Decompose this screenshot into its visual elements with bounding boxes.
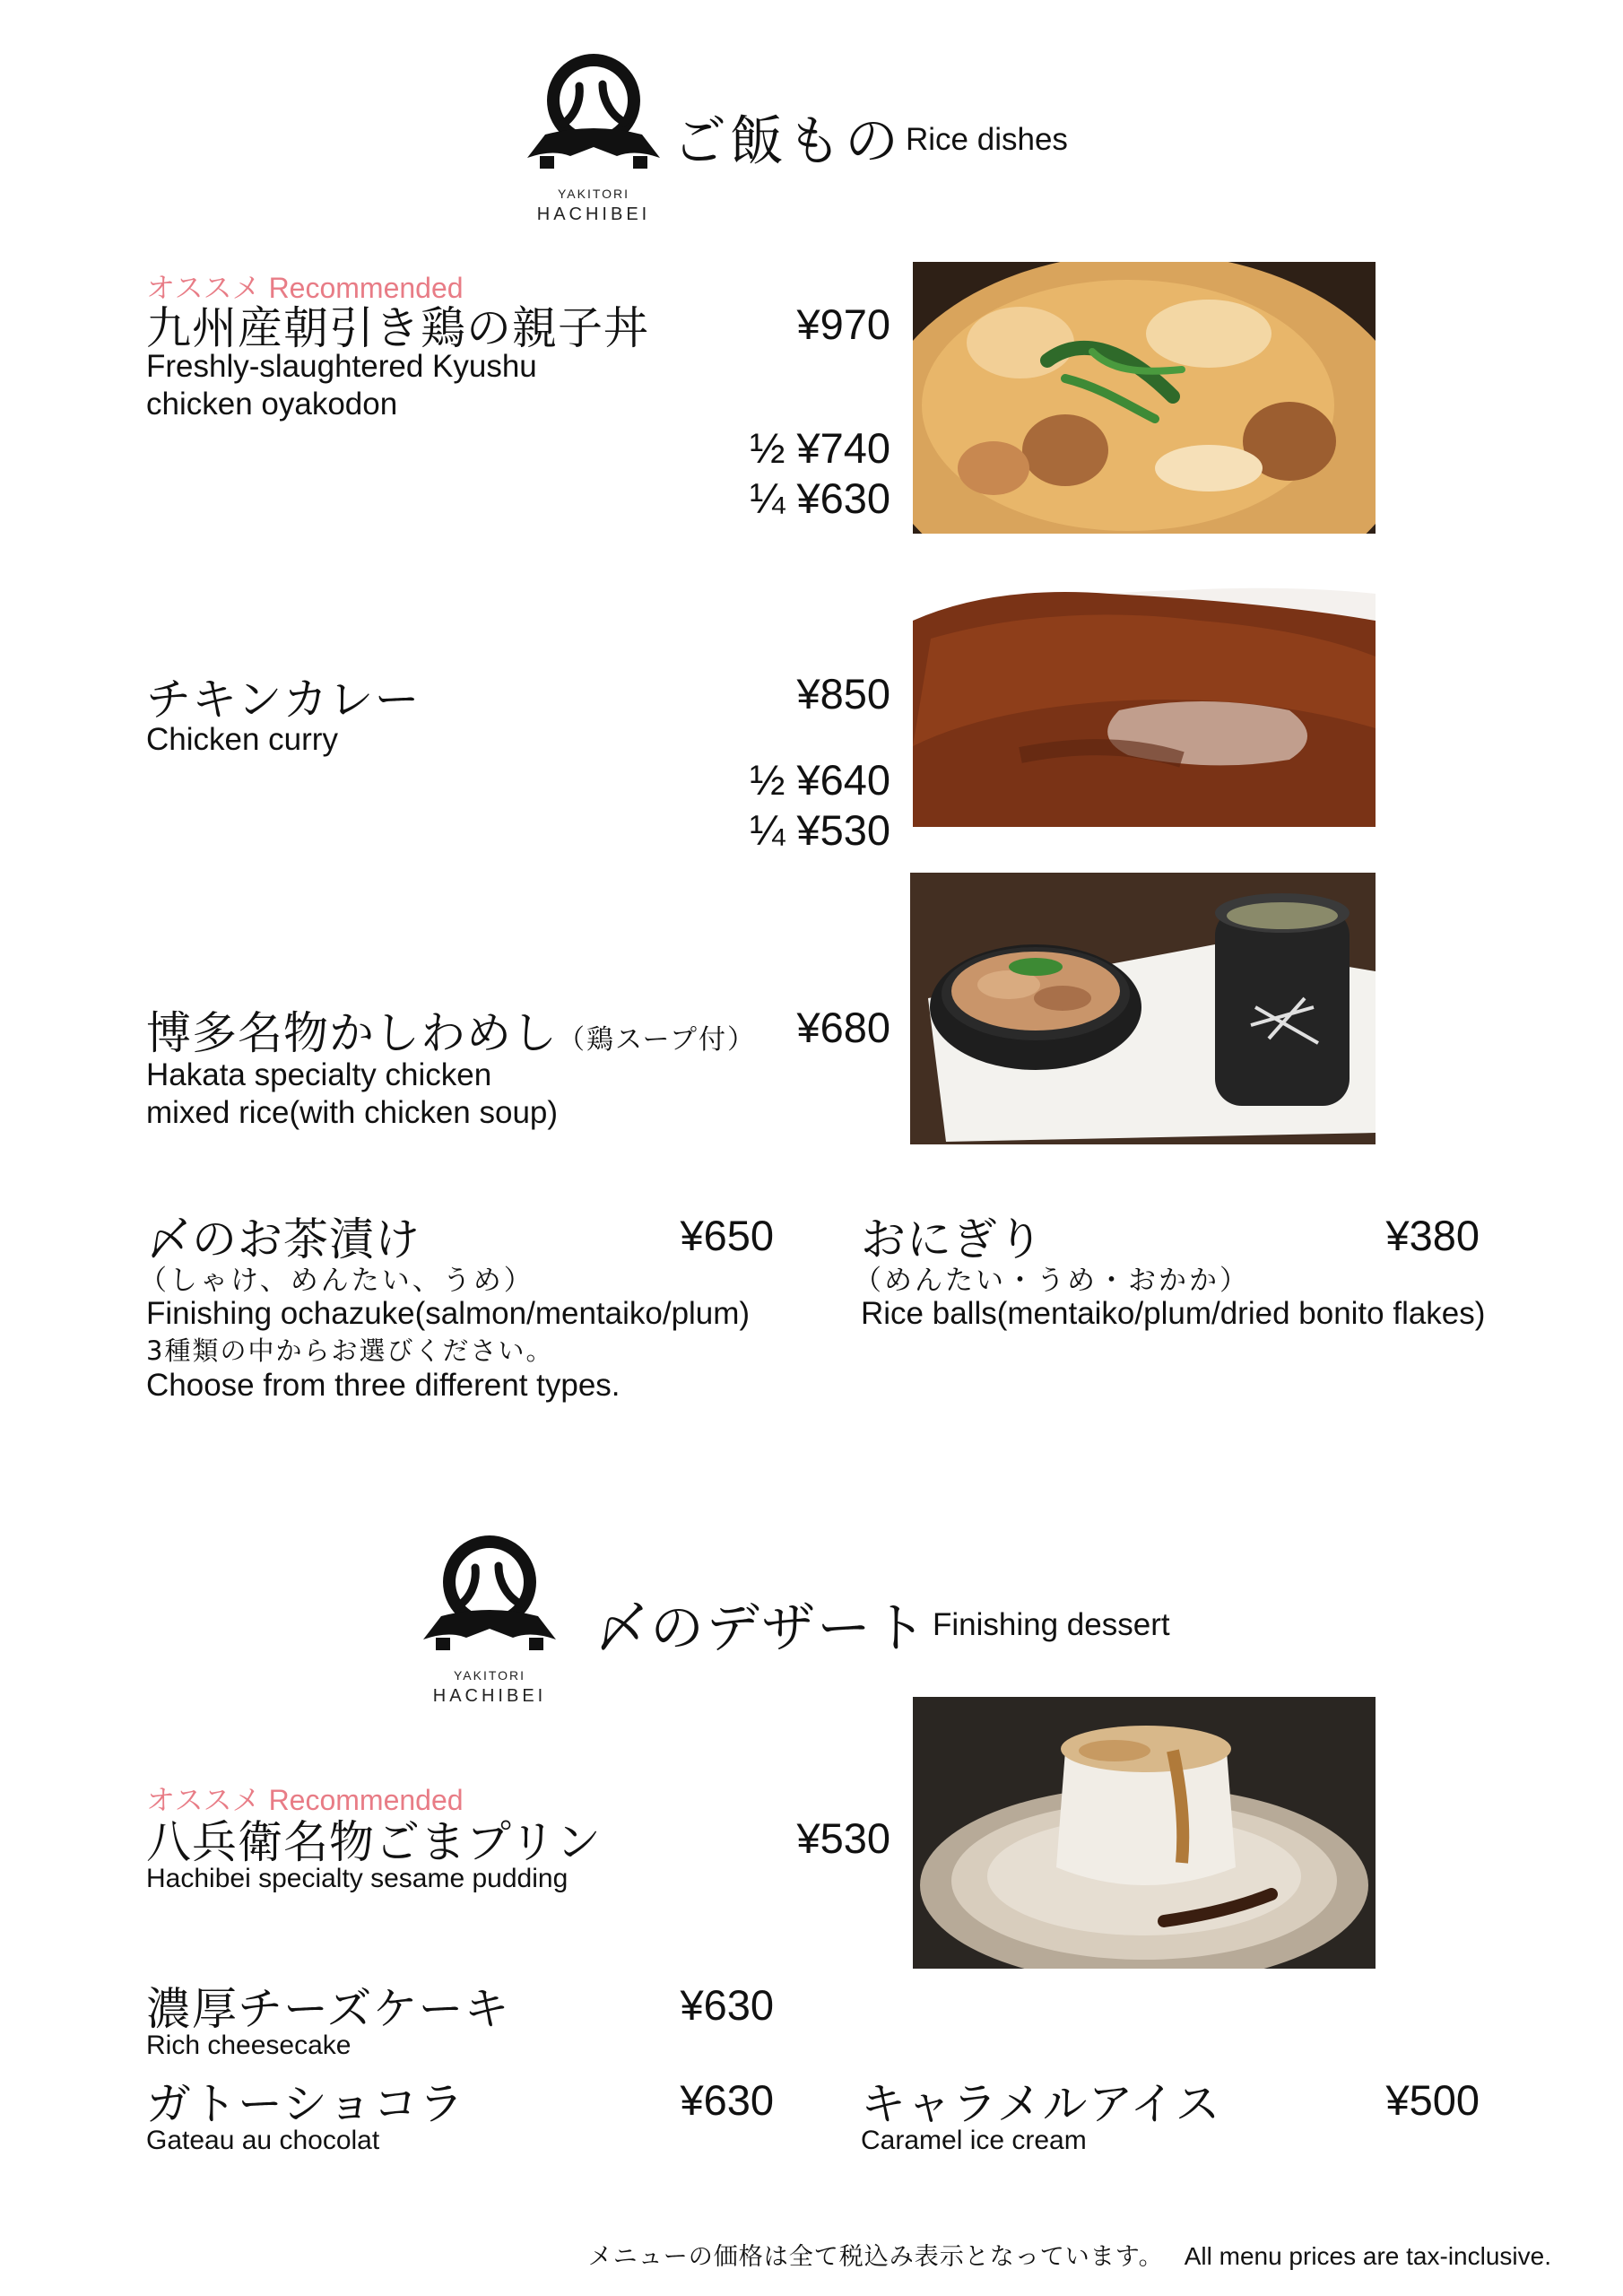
item-desc-line1: Chicken curry bbox=[146, 722, 338, 757]
item-desc-line1: Rice balls(mentaiko/plum/dried bonito flakes) bbox=[861, 1296, 1486, 1331]
item-price: ¥650 bbox=[680, 1212, 774, 1259]
item-desc: Rich cheesecake bbox=[146, 2031, 352, 2060]
recommended-label: オススメ Recommended bbox=[146, 272, 464, 304]
item-price: ¥530 bbox=[796, 1814, 890, 1862]
item-name-jp: キャラメルアイス bbox=[861, 2078, 1221, 2130]
item-desc-line2: 3種類の中からお選びください。 bbox=[146, 1335, 554, 1366]
item-desc-line1: Hakata specialty chicken bbox=[146, 1057, 492, 1092]
item-price: ¥630 bbox=[680, 1981, 774, 2029]
tax-note bbox=[588, 2237, 1551, 2272]
item-price-quarter: ¼ ¥630 bbox=[750, 474, 890, 522]
item-note-jp: （めんたい・うめ・おかか） bbox=[854, 1265, 1250, 1297]
item-price: ¥630 bbox=[680, 2076, 774, 2124]
dessert-section-title: 〆のデザート bbox=[595, 1597, 928, 1660]
item-price: ¥680 bbox=[796, 1004, 890, 1051]
item-name-row bbox=[146, 997, 756, 1062]
chicken-curry-photo bbox=[913, 567, 1376, 839]
menu-item-chicken-curry bbox=[146, 664, 890, 861]
item-price-half: ½ ¥740 bbox=[750, 424, 890, 472]
menu-item-caramel-ice bbox=[861, 2068, 1480, 2158]
hachibei-logo bbox=[527, 50, 660, 224]
kashiwameshi-photo bbox=[910, 873, 1376, 1144]
item-desc-line1: Finishing ochazuke(salmon/mentaiko/plum) bbox=[146, 1296, 751, 1331]
item-price: ¥500 bbox=[1385, 2076, 1480, 2124]
menu-item-sesame-pudding bbox=[146, 1778, 890, 1894]
recommended-label: オススメ Recommended bbox=[146, 1784, 464, 1816]
logo-emblem-icon bbox=[423, 1532, 556, 1657]
item-desc: Hachibei specialty sesame pudding bbox=[146, 1864, 568, 1893]
item-name-jp: 八兵衛名物ごまプリン bbox=[146, 1816, 602, 1868]
hachibei-logo-dessert bbox=[423, 1532, 556, 1706]
item-name-jp: 濃厚チーズケーキ bbox=[146, 1983, 510, 2035]
logo-name-text: HACHIBEI bbox=[536, 204, 651, 224]
item-name-jp: ガトーショコラ bbox=[146, 2078, 464, 2130]
item-desc-line3: Choose from three different types. bbox=[146, 1368, 621, 1403]
item-price-half: ½ ¥640 bbox=[750, 756, 890, 804]
tax-note-en: All menu prices are tax-inclusive. bbox=[1184, 2242, 1551, 2270]
menu-item-kashiwameshi bbox=[146, 997, 890, 1132]
item-desc: Caramel ice cream bbox=[861, 2126, 1087, 2155]
item-desc: Gateau au chocolat bbox=[146, 2126, 380, 2155]
item-note-jp: （しゃけ、めんたい、うめ） bbox=[139, 1265, 534, 1297]
item-name-jp: 九州産朝引き鶏の親子丼 bbox=[146, 302, 649, 354]
rice-section-title-en: Rice dishes bbox=[906, 122, 1068, 157]
menu-item-oyakodon bbox=[146, 265, 890, 535]
menu-item-ochazuke bbox=[139, 1204, 774, 1410]
item-price: ¥970 bbox=[796, 300, 890, 348]
item-name-jp: 〆のお茶漬け bbox=[146, 1213, 421, 1265]
logo-small-text: YAKITORI bbox=[453, 1668, 526, 1683]
sesame-pudding-photo bbox=[913, 1697, 1376, 1969]
logo-small-text: YAKITORI bbox=[557, 187, 630, 201]
item-desc-line2: chicken oyakodon bbox=[146, 387, 398, 422]
logo-name-text: HACHIBEI bbox=[432, 1686, 547, 1706]
item-price: ¥380 bbox=[1385, 1212, 1480, 1259]
menu-item-gateau-chocolat bbox=[146, 2068, 774, 2158]
item-price-quarter: ¼ ¥530 bbox=[750, 806, 890, 854]
item-name-suffix: （鶏スープ付） bbox=[558, 1024, 756, 1056]
menu-item-cheesecake bbox=[146, 1973, 774, 2063]
rice-section-title: ご飯もの bbox=[673, 110, 902, 173]
item-desc-line1: Freshly-slaughtered Kyushu bbox=[146, 349, 537, 384]
dessert-section-title-en: Finishing dessert bbox=[933, 1607, 1170, 1642]
tax-note-jp: メニューの価格は全て税込み表示となっています。 bbox=[587, 2243, 1164, 2271]
logo-emblem-icon bbox=[527, 50, 660, 176]
item-name-jp: 博多名物かしわめし bbox=[146, 1007, 558, 1059]
item-price: ¥850 bbox=[796, 670, 890, 718]
menu-item-onigiri bbox=[854, 1204, 1486, 1347]
item-name-jp: チキンカレー bbox=[146, 674, 421, 726]
item-desc-line2: mixed rice(with chicken soup) bbox=[146, 1095, 559, 1130]
oyakodon-photo bbox=[913, 262, 1376, 534]
item-name-jp: おにぎり bbox=[861, 1213, 1044, 1265]
